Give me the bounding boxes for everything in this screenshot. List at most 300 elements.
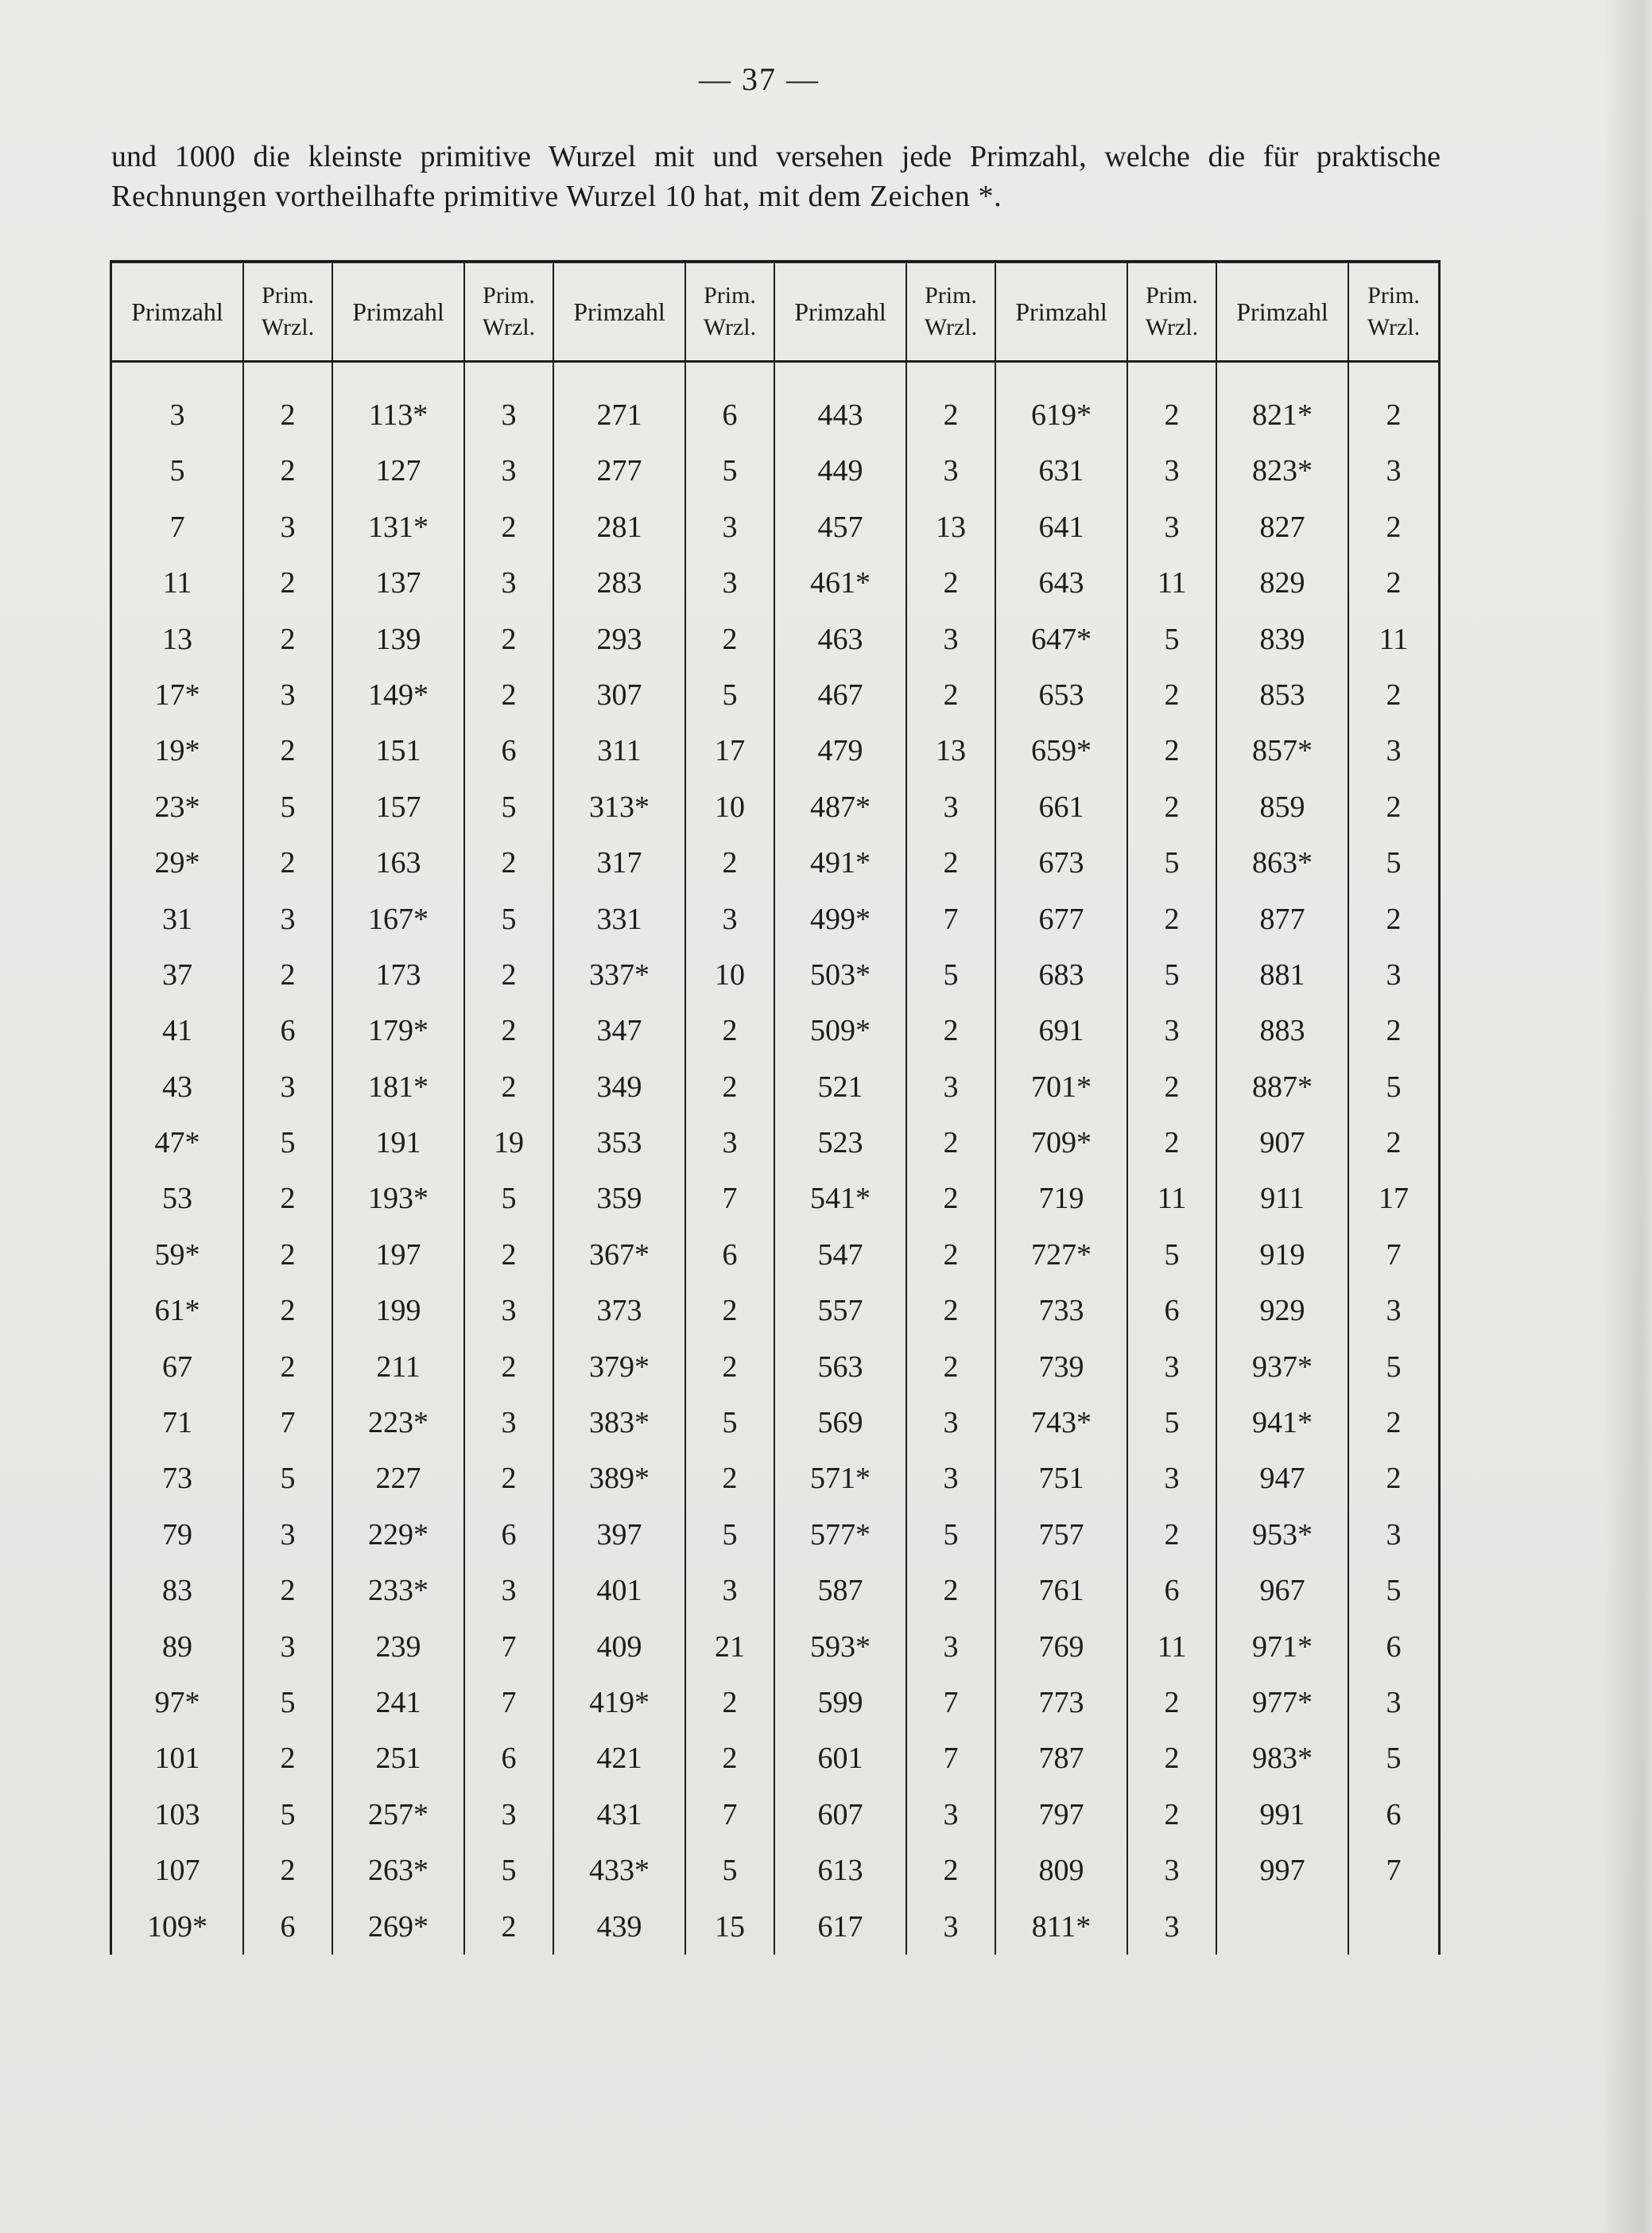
prime-number: 311 bbox=[597, 734, 642, 768]
primitive-root-value: 2 bbox=[722, 1294, 738, 1328]
intro-line-1: und 1000 die kleinste primitive Wurzel mit und versehen jede Primzahl, welche die für praktische bbox=[111, 140, 1441, 173]
primitive-root-value: 15 bbox=[715, 1909, 745, 1944]
prime-number: 769 bbox=[1038, 1629, 1084, 1664]
primitive-root-value: 3 bbox=[280, 510, 296, 544]
prime-number: 379* bbox=[589, 1350, 650, 1384]
primitive-root-value: 3 bbox=[943, 454, 959, 488]
primitive-root-value: 5 bbox=[1164, 957, 1180, 992]
header-prim-wrzl bbox=[1128, 263, 1217, 360]
primitive-root-value: 2 bbox=[501, 1909, 517, 1944]
prime-number: 97* bbox=[154, 1685, 200, 1719]
primitive-root-value: 3 bbox=[943, 1462, 959, 1496]
primitive-root-value: 3 bbox=[280, 1070, 296, 1104]
primitive-root-value: 2 bbox=[722, 1014, 738, 1048]
prime-number: 509* bbox=[810, 1014, 871, 1048]
prime-number: 701* bbox=[1031, 1070, 1092, 1104]
primitive-root-value: 3 bbox=[943, 1406, 959, 1440]
prime-number: 31 bbox=[162, 902, 192, 936]
primitive-root-value: 5 bbox=[1386, 1574, 1402, 1608]
prime-number: 59* bbox=[154, 1237, 200, 1272]
primitive-root-value: 5 bbox=[501, 790, 517, 824]
prime-number: 37 bbox=[162, 957, 192, 992]
primitive-root-value: 6 bbox=[1164, 1294, 1180, 1328]
prime-number: 907 bbox=[1259, 1126, 1305, 1160]
primitive-root-value: 5 bbox=[1164, 622, 1180, 656]
prime-number: 733 bbox=[1038, 1294, 1084, 1328]
primitive-root-value: 7 bbox=[943, 1685, 959, 1719]
prime-number: 313* bbox=[589, 790, 650, 824]
prime-number: 353 bbox=[596, 1126, 642, 1160]
primitive-root-value: 5 bbox=[280, 1685, 296, 1719]
primitive-root-value: 11 bbox=[1379, 622, 1409, 656]
header-prim-label: Prim. bbox=[1367, 282, 1420, 309]
prime-number: 257* bbox=[368, 1797, 429, 1831]
prime-number: 557 bbox=[817, 1294, 863, 1328]
prime-number: 683 bbox=[1038, 957, 1084, 992]
primitive-root-value: 7 bbox=[1386, 1237, 1402, 1272]
primitive-root-value: 2 bbox=[1164, 1742, 1180, 1776]
prime-number: 383* bbox=[589, 1406, 650, 1440]
primitive-root-value: 3 bbox=[280, 1517, 296, 1551]
primitive-root-value: 11 bbox=[1157, 1182, 1187, 1216]
primitive-root-value: 2 bbox=[943, 398, 959, 432]
prime-number: 419* bbox=[589, 1685, 650, 1719]
primitive-root-value: 2 bbox=[501, 1070, 517, 1104]
primitive-root-value: 5 bbox=[943, 957, 959, 992]
primitive-root-value: 3 bbox=[280, 902, 296, 936]
prime-number: 607 bbox=[817, 1797, 863, 1831]
prime-number: 307 bbox=[596, 678, 642, 712]
primitive-root-value: 3 bbox=[1164, 454, 1180, 488]
prime-number: 743* bbox=[1031, 1406, 1092, 1440]
prime-number: 139 bbox=[375, 622, 421, 656]
prime-number: 773 bbox=[1038, 1685, 1084, 1719]
primitive-root-value: 2 bbox=[943, 1182, 959, 1216]
prime-number: 401 bbox=[596, 1574, 642, 1608]
prime-number: 367* bbox=[589, 1237, 650, 1272]
prime-number: 23* bbox=[154, 790, 200, 824]
prime-number: 19* bbox=[154, 734, 200, 768]
prime-number: 617 bbox=[817, 1909, 863, 1944]
primitive-root-value: 2 bbox=[1164, 398, 1180, 432]
prime-number: 883 bbox=[1259, 1014, 1305, 1048]
primitive-root-value: 2 bbox=[280, 1854, 296, 1888]
primitive-root-value: 2 bbox=[943, 1294, 959, 1328]
header-primzahl-label: Primzahl bbox=[573, 297, 665, 326]
primitive-root-value: 2 bbox=[722, 846, 738, 880]
prime-number: 199 bbox=[375, 1294, 421, 1328]
prime-number: 431 bbox=[596, 1797, 642, 1831]
primitive-root-value: 2 bbox=[1164, 1797, 1180, 1831]
header-prim-label: Prim. bbox=[704, 282, 756, 309]
prime-number: 359 bbox=[596, 1182, 642, 1216]
primitive-root-value: 2 bbox=[280, 846, 296, 880]
prime-number: 227 bbox=[375, 1462, 421, 1496]
header-prim-wrzl bbox=[686, 263, 775, 360]
primitive-root-value: 3 bbox=[501, 398, 517, 432]
prime-number: 457 bbox=[817, 510, 863, 544]
primitive-root-value: 5 bbox=[1164, 846, 1180, 880]
primitive-root-value: 3 bbox=[501, 1294, 517, 1328]
primitive-root-value: 3 bbox=[722, 902, 738, 936]
primitive-root-value: 2 bbox=[501, 846, 517, 880]
prime-number: 73 bbox=[162, 1462, 192, 1496]
prime-number: 283 bbox=[596, 566, 642, 600]
primitive-root-value: 2 bbox=[943, 1237, 959, 1272]
primitive-root-value: 3 bbox=[501, 566, 517, 600]
prime-number: 61* bbox=[154, 1294, 200, 1328]
primitive-root-value: 2 bbox=[1386, 510, 1402, 544]
prime-number: 857* bbox=[1252, 734, 1313, 768]
prime-number: 971* bbox=[1252, 1629, 1313, 1664]
prime-column-4 bbox=[775, 363, 907, 1955]
primitive-root-value: 17 bbox=[1379, 1182, 1409, 1216]
primitive-root-value: 7 bbox=[280, 1406, 296, 1440]
prime-number: 79 bbox=[162, 1517, 192, 1551]
primitive-root-value: 3 bbox=[280, 678, 296, 712]
primitive-root-value: 7 bbox=[943, 1742, 959, 1776]
primitive-root-value: 2 bbox=[280, 1182, 296, 1216]
prime-number: 757 bbox=[1038, 1517, 1084, 1551]
primitive-root-value: 7 bbox=[501, 1629, 517, 1664]
prime-number: 443 bbox=[817, 398, 863, 432]
prime-number: 467 bbox=[817, 678, 863, 712]
prime-number: 631 bbox=[1038, 454, 1084, 488]
primitive-root-value: 2 bbox=[1386, 902, 1402, 936]
primitive-root-value: 2 bbox=[1164, 1126, 1180, 1160]
prime-column-2 bbox=[333, 363, 465, 1955]
prime-number: 331 bbox=[596, 902, 642, 936]
prime-number: 809 bbox=[1038, 1854, 1084, 1888]
prime-number: 991 bbox=[1259, 1797, 1305, 1831]
primitive-root-value: 3 bbox=[1386, 1517, 1402, 1551]
primitive-root-value: 3 bbox=[1386, 734, 1402, 768]
prime-number: 853 bbox=[1259, 678, 1305, 712]
primitive-root-value: 2 bbox=[280, 454, 296, 488]
prime-number: 523 bbox=[817, 1126, 863, 1160]
prime-number: 53 bbox=[162, 1182, 192, 1216]
header-primzahl bbox=[112, 263, 244, 360]
primitive-root-value: 5 bbox=[1164, 1406, 1180, 1440]
prime-number: 659* bbox=[1031, 734, 1092, 768]
primitive-root-value: 5 bbox=[501, 902, 517, 936]
prime-number: 71 bbox=[162, 1406, 192, 1440]
primitive-root-value: 2 bbox=[722, 622, 738, 656]
primitive-root-value: 3 bbox=[722, 566, 738, 600]
prime-number: 271 bbox=[596, 398, 642, 432]
prime-number: 251 bbox=[375, 1742, 421, 1776]
prime-number: 101 bbox=[154, 1742, 200, 1776]
header-wrzl-label: Wrzl. bbox=[482, 314, 536, 340]
root-column-4 bbox=[907, 363, 996, 1955]
header-primzahl bbox=[554, 263, 686, 360]
primitive-root-value: 2 bbox=[280, 398, 296, 432]
prime-number: 859 bbox=[1259, 790, 1305, 824]
prime-number: 179* bbox=[368, 1014, 429, 1048]
header-primzahl-label: Primzahl bbox=[352, 297, 444, 326]
header-primzahl-label: Primzahl bbox=[794, 297, 886, 326]
primitive-root-value: 11 bbox=[1157, 1629, 1187, 1664]
prime-number: 239 bbox=[375, 1629, 421, 1664]
prime-number: 503* bbox=[810, 957, 871, 992]
prime-number: 349 bbox=[596, 1070, 642, 1104]
prime-column-1 bbox=[112, 363, 244, 1955]
header-prim-wrzl bbox=[244, 263, 333, 360]
primitive-root-value: 2 bbox=[1164, 678, 1180, 712]
primitive-root-value: 2 bbox=[280, 1574, 296, 1608]
primitive-root-value: 6 bbox=[1386, 1797, 1402, 1831]
prime-number: 421 bbox=[596, 1742, 642, 1776]
prime-number: 83 bbox=[162, 1574, 192, 1608]
primitive-root-value: 2 bbox=[1164, 1070, 1180, 1104]
primitive-root-value: 6 bbox=[1386, 1629, 1402, 1664]
primitive-root-value: 3 bbox=[943, 1909, 959, 1944]
primitive-root-value: 2 bbox=[501, 1014, 517, 1048]
prime-number: 823* bbox=[1252, 454, 1313, 488]
prime-number: 433* bbox=[589, 1854, 650, 1888]
root-column-3 bbox=[686, 363, 775, 1955]
primitive-root-value: 2 bbox=[1386, 566, 1402, 600]
prime-number: 571* bbox=[810, 1462, 871, 1496]
primitive-root-value: 5 bbox=[501, 1182, 517, 1216]
header-wrzl-label: Wrzl. bbox=[1367, 314, 1421, 340]
prime-number: 181* bbox=[368, 1070, 429, 1104]
primitive-root-value: 2 bbox=[280, 734, 296, 768]
prime-number: 547 bbox=[817, 1237, 863, 1272]
primitive-root-value: 5 bbox=[1386, 1070, 1402, 1104]
primitive-root-value: 6 bbox=[722, 1237, 738, 1272]
primitive-root-value: 2 bbox=[501, 622, 517, 656]
header-primzahl bbox=[996, 263, 1128, 360]
prime-number: 761 bbox=[1038, 1574, 1084, 1608]
prime-number: 193* bbox=[368, 1182, 429, 1216]
primitive-root-value: 7 bbox=[722, 1182, 738, 1216]
primitive-root-value: 2 bbox=[943, 678, 959, 712]
root-column-2 bbox=[465, 363, 554, 1955]
primitive-root-value: 3 bbox=[1164, 1909, 1180, 1944]
primitive-root-value: 2 bbox=[280, 1742, 296, 1776]
prime-number: 751 bbox=[1038, 1462, 1084, 1496]
primitive-root-value: 3 bbox=[501, 454, 517, 488]
prime-number: 563 bbox=[817, 1350, 863, 1384]
prime-number: 173 bbox=[375, 957, 421, 992]
primitive-root-value: 2 bbox=[1386, 398, 1402, 432]
prime-number: 997 bbox=[1259, 1854, 1305, 1888]
primitive-root-value: 5 bbox=[722, 1406, 738, 1440]
primitive-root-value: 2 bbox=[280, 1294, 296, 1328]
header-prim-wrzl bbox=[1349, 263, 1438, 360]
header-prim-label: Prim. bbox=[262, 282, 314, 309]
prime-number: 709* bbox=[1031, 1126, 1092, 1160]
prime-number: 109* bbox=[147, 1909, 207, 1944]
prime-number: 641 bbox=[1038, 510, 1084, 544]
primitive-root-value: 6 bbox=[280, 1014, 296, 1048]
primitive-root-value: 6 bbox=[501, 734, 517, 768]
primitive-root-value: 2 bbox=[1386, 1406, 1402, 1440]
prime-number: 661 bbox=[1038, 790, 1084, 824]
primitive-root-value: 5 bbox=[722, 454, 738, 488]
prime-number: 601 bbox=[817, 1742, 863, 1776]
prime-number: 787 bbox=[1038, 1742, 1084, 1776]
primitive-root-value: 3 bbox=[722, 510, 738, 544]
prime-number: 449 bbox=[817, 454, 863, 488]
primitive-root-value: 3 bbox=[1164, 1854, 1180, 1888]
primitive-root-value: 13 bbox=[936, 734, 966, 768]
prime-number: 263* bbox=[368, 1854, 429, 1888]
header-primzahl-label: Primzahl bbox=[131, 297, 223, 326]
prime-number: 479 bbox=[817, 734, 863, 768]
primitive-root-value: 11 bbox=[1157, 566, 1187, 600]
primitive-root-value: 2 bbox=[943, 1574, 959, 1608]
prime-number: 967 bbox=[1259, 1574, 1305, 1608]
prime-number: 827 bbox=[1259, 510, 1305, 544]
prime-column-5 bbox=[996, 363, 1128, 1955]
prime-number: 643 bbox=[1038, 566, 1084, 600]
primitive-root-value: 2 bbox=[943, 1126, 959, 1160]
prime-number: 167* bbox=[368, 902, 429, 936]
primitive-root-value: 5 bbox=[501, 1854, 517, 1888]
header-prim-label: Prim. bbox=[1146, 282, 1198, 309]
prime-number: 211 bbox=[376, 1350, 421, 1384]
prime-number: 593* bbox=[810, 1629, 871, 1664]
primitive-root-value: 2 bbox=[280, 622, 296, 656]
prime-number: 197 bbox=[375, 1237, 421, 1272]
prime-number: 829 bbox=[1259, 566, 1305, 600]
header-primzahl bbox=[1217, 263, 1349, 360]
page-number: — 37 — bbox=[699, 61, 820, 97]
header-primzahl-label: Primzahl bbox=[1236, 297, 1328, 326]
prime-number: 919 bbox=[1259, 1237, 1305, 1272]
prime-number: 691 bbox=[1038, 1014, 1084, 1048]
prime-number: 223* bbox=[368, 1406, 429, 1440]
prime-number: 13 bbox=[162, 622, 192, 656]
prime-number: 541* bbox=[810, 1182, 871, 1216]
primitive-root-value: 6 bbox=[1164, 1574, 1180, 1608]
primitive-root-value: 2 bbox=[1386, 1126, 1402, 1160]
primitive-root-value: 2 bbox=[1164, 734, 1180, 768]
prime-number: 409 bbox=[596, 1629, 642, 1664]
prime-number: 113* bbox=[368, 398, 429, 432]
header-wrzl-label: Wrzl. bbox=[1145, 314, 1199, 340]
primitive-root-value: 2 bbox=[501, 957, 517, 992]
prime-number: 317 bbox=[596, 846, 642, 880]
header-prim-label: Prim. bbox=[483, 282, 535, 309]
table-header-row bbox=[112, 263, 1438, 363]
header-primzahl-label: Primzahl bbox=[1015, 297, 1107, 326]
primitive-root-value: 5 bbox=[1386, 1350, 1402, 1384]
prime-number: 599 bbox=[817, 1685, 863, 1719]
prime-number: 619* bbox=[1031, 398, 1092, 432]
prime-number: 677 bbox=[1038, 902, 1084, 936]
prime-number: 613 bbox=[817, 1854, 863, 1888]
prime-number: 487* bbox=[810, 790, 871, 824]
prime-number: 7 bbox=[169, 510, 185, 544]
prime-number: 739 bbox=[1038, 1350, 1084, 1384]
header-prim-wrzl bbox=[907, 263, 996, 360]
primitive-root-value: 2 bbox=[1386, 678, 1402, 712]
prime-number bbox=[1217, 1899, 1348, 1955]
primitive-root-value: 2 bbox=[722, 1070, 738, 1104]
primitive-root-value: 5 bbox=[280, 790, 296, 824]
prime-number: 229* bbox=[368, 1517, 429, 1551]
primitive-root-value: 3 bbox=[280, 1629, 296, 1664]
primitive-root-value: 6 bbox=[280, 1909, 296, 1944]
primitive-root-value: 5 bbox=[722, 678, 738, 712]
header-prim-wrzl bbox=[465, 263, 554, 360]
primitive-root-value: 3 bbox=[501, 1797, 517, 1831]
prime-number: 127 bbox=[375, 454, 421, 488]
prime-number: 373 bbox=[596, 1294, 642, 1328]
primitive-root-value: 6 bbox=[722, 398, 738, 432]
header-wrzl-label: Wrzl. bbox=[703, 314, 757, 340]
primitive-root-value: 2 bbox=[280, 566, 296, 600]
prime-number: 673 bbox=[1038, 846, 1084, 880]
primitive-root-value: 2 bbox=[722, 1462, 738, 1496]
prime-number: 811* bbox=[1031, 1909, 1092, 1944]
primitive-root-value: 2 bbox=[501, 1350, 517, 1384]
primitive-root-value: 5 bbox=[943, 1517, 959, 1551]
primitive-root-value: 3 bbox=[1164, 510, 1180, 544]
prime-number: 877 bbox=[1259, 902, 1305, 936]
prime-number: 839 bbox=[1259, 622, 1305, 656]
primitive-root-value: 3 bbox=[722, 1574, 738, 1608]
prime-number: 461* bbox=[810, 566, 871, 600]
prime-number: 647* bbox=[1031, 622, 1092, 656]
primitive-root-value: 2 bbox=[943, 566, 959, 600]
primitive-root-value: 3 bbox=[1164, 1462, 1180, 1496]
prime-number: 89 bbox=[162, 1629, 192, 1664]
prime-number: 929 bbox=[1259, 1294, 1305, 1328]
prime-number: 67 bbox=[162, 1350, 192, 1384]
primitive-root-value: 17 bbox=[715, 734, 745, 768]
prime-number: 293 bbox=[596, 622, 642, 656]
primitive-root-value: 2 bbox=[1164, 1517, 1180, 1551]
intro-paragraph bbox=[111, 137, 1441, 216]
primitive-root-value: 2 bbox=[1386, 1014, 1402, 1048]
primitive-root-value: 10 bbox=[715, 790, 745, 824]
primitive-root-value: 7 bbox=[943, 902, 959, 936]
primitive-root-value: 3 bbox=[722, 1126, 738, 1160]
root-column-6 bbox=[1349, 363, 1438, 1955]
prime-number: 577* bbox=[810, 1517, 871, 1551]
prime-number: 3 bbox=[169, 398, 185, 432]
primitive-root-value: 3 bbox=[1386, 1685, 1402, 1719]
header-prim-label: Prim. bbox=[925, 282, 977, 309]
primitive-root-value: 3 bbox=[1386, 957, 1402, 992]
prime-number: 941* bbox=[1252, 1406, 1313, 1440]
prime-number: 397 bbox=[596, 1517, 642, 1551]
header-primzahl bbox=[333, 263, 465, 360]
prime-number: 269* bbox=[368, 1909, 429, 1944]
prime-number: 463 bbox=[817, 622, 863, 656]
primitive-root-value: 2 bbox=[943, 1854, 959, 1888]
prime-number: 797 bbox=[1038, 1797, 1084, 1831]
primitive-root-value: 5 bbox=[1164, 1237, 1180, 1272]
prime-number: 587 bbox=[817, 1574, 863, 1608]
primitive-root-value: 2 bbox=[280, 957, 296, 992]
primitive-root-value: 2 bbox=[1164, 902, 1180, 936]
prime-number: 727* bbox=[1031, 1237, 1092, 1272]
prime-number: 499* bbox=[810, 902, 871, 936]
primitive-root-value: 3 bbox=[943, 1070, 959, 1104]
header-primzahl bbox=[775, 263, 907, 360]
primitive-root-value: 6 bbox=[501, 1742, 517, 1776]
header-wrzl-label: Wrzl. bbox=[924, 314, 978, 340]
primitive-root-value bbox=[1349, 1899, 1438, 1955]
prime-number: 131* bbox=[368, 510, 429, 544]
prime-number: 151 bbox=[375, 734, 421, 768]
prime-number: 149* bbox=[368, 678, 429, 712]
